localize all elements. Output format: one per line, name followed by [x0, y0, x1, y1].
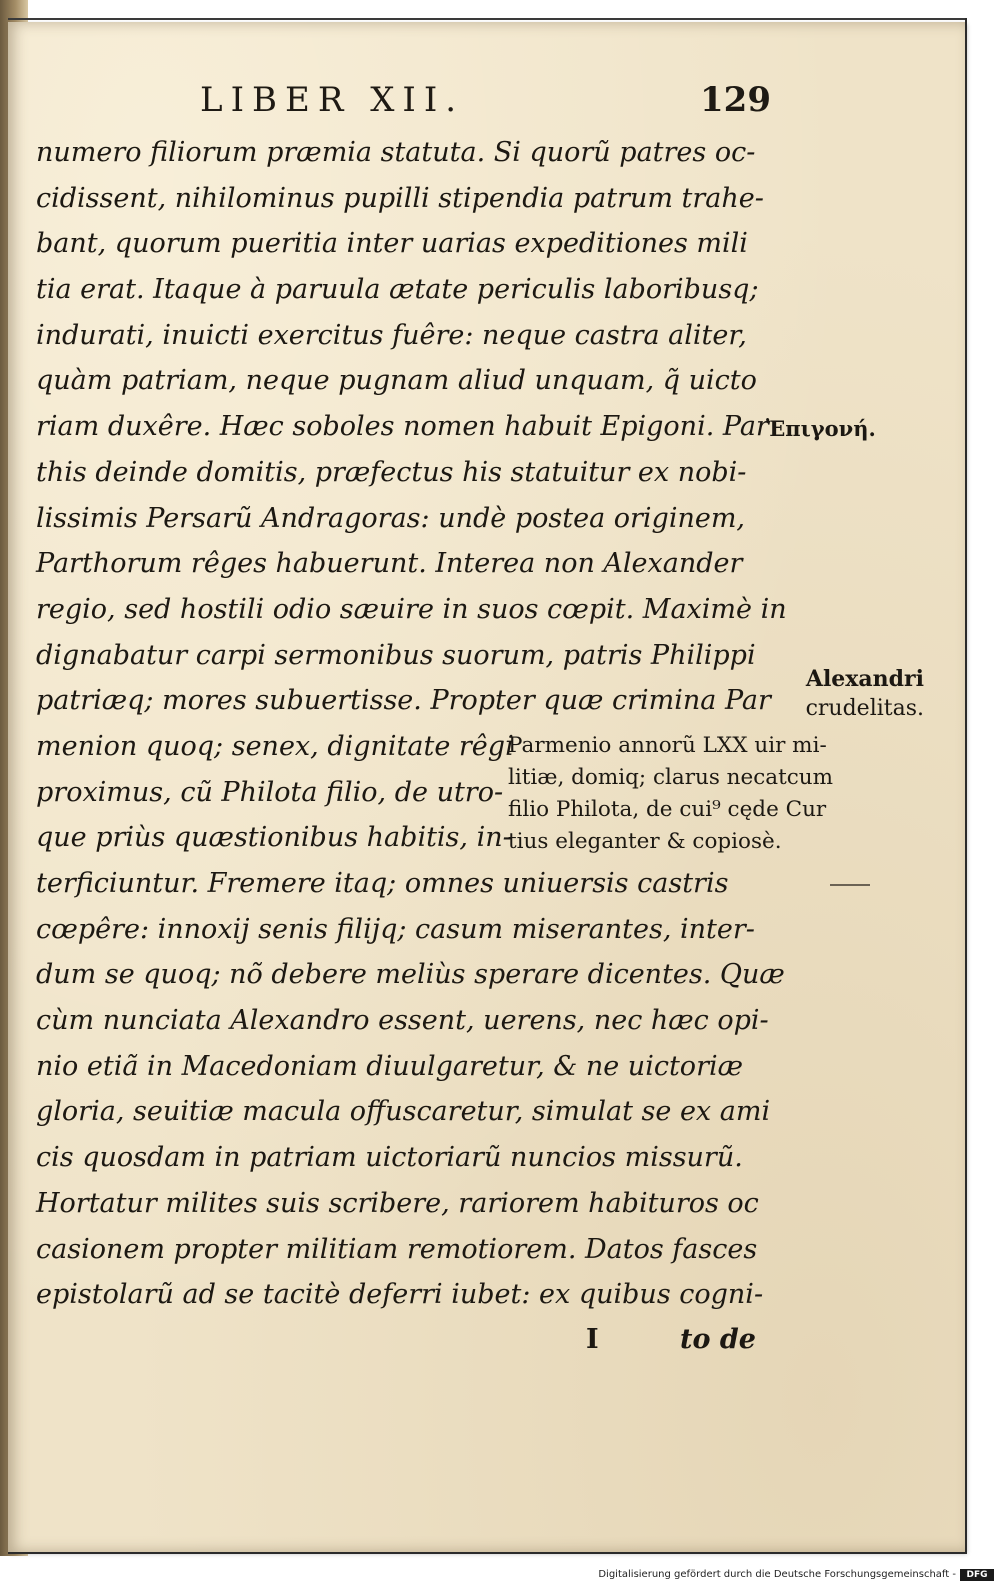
marginal-note-line: filio Philota, de cui⁹ cęde Cur: [508, 797, 827, 822]
catchword: to de: [680, 1324, 756, 1355]
text-line: regio, sed hostili odio sæuire in suos cœpit. Maximè in: [36, 593, 787, 625]
marginal-note-alexander-title: Alexandri: [805, 666, 924, 692]
marginal-note-line: tius eleganter & copiosè.: [508, 829, 782, 854]
marginal-note-parmenio: [508, 730, 928, 858]
running-head: LIBER XII.: [200, 80, 465, 120]
text-line: this deinde domitis, præfectus his statuitur ex nobi-: [36, 456, 747, 488]
page-frame-bottom: [8, 1552, 967, 1554]
text-line: Parthorum rêges habuerunt. Interea non Alexander: [36, 548, 743, 580]
page-frame-top: [8, 18, 967, 20]
text-line: cidissent, nihilominus pupilli stipendia patrum trahe-: [36, 182, 764, 214]
text-line: casionem propter militiam remotiorem. Datos fasces: [36, 1233, 758, 1265]
text-line: dum se quoq; nõ debere meliùs sperare dicentes. Quæ: [36, 959, 785, 991]
text-line: dignabatur carpi sermonibus suorum, patris Philippi: [36, 639, 756, 671]
marginal-note-alexander: [764, 664, 924, 724]
text-line: cœpêre: innoxij senis filijq; casum miserantes, inter-: [36, 913, 755, 945]
page-number: 129: [700, 80, 771, 120]
text-line: que priùs quæstionibus habitis, in-: [36, 822, 512, 854]
marginal-note-line: litiæ, domiq; clarus necatcum: [508, 765, 834, 790]
text-line: quàm patriam, neque pugnam aliud unquam, q̃ uicto: [36, 365, 757, 397]
text-line: menion quoq; senex, dignitate rêgi: [36, 730, 514, 762]
text-line: numero filiorum præmia statuta. Si quorũ patres oc-: [36, 137, 756, 168]
text-line: tia erat. Itaque à paruula ætate periculis laboribusq;: [36, 274, 759, 306]
text-line: lissimis Persarũ Andragoras: undè postea originem,: [36, 502, 746, 534]
text-line: epistolarũ ad se tacitè deferri iubet: ex quibus cogni-: [36, 1279, 764, 1311]
marginal-note-alexander-subtitle: crudelitas.: [805, 696, 924, 721]
signature-mark: I: [586, 1324, 599, 1355]
text-line: indurati, inuicti exercitus fuêre: neque castra aliter,: [36, 319, 747, 351]
text-line: gloria, seuitiæ macula offuscaretur, simulat se ex ami: [36, 1096, 771, 1128]
text-line: terficiuntur. Fremere itaq; omnes uniuersis castris: [36, 868, 729, 899]
main-text-block: [36, 130, 787, 1318]
margin-dash-mark: [830, 884, 870, 886]
digitization-credit: Digitalisierung gefördert durch die Deutsche Forschungsgemeinschaft -: [598, 1569, 956, 1580]
page-frame-right: [965, 18, 967, 1554]
text-line: cis quosdam in patriam uictoriarũ nuncios missurũ.: [36, 1142, 743, 1174]
marginal-note-epigoni: Ἐπιγονή.: [766, 416, 876, 441]
text-line: cùm nunciata Alexandro essent, uerens, nec hæc opi-: [36, 1005, 769, 1037]
text-line: riam duxêre. Hæc soboles nomen habuit Epigoni. Par: [36, 411, 769, 443]
dfg-logo: DFG: [960, 1569, 994, 1581]
text-line: nio etiã in Macedoniam diuulgaretur, & ne uictoriæ: [36, 1050, 743, 1082]
text-line: bant, quorum pueritia inter uarias expeditiones mili: [36, 228, 748, 260]
text-line: patriæq; mores subuertisse. Propter quæ crimina Par: [36, 685, 771, 717]
text-line: proximus, cũ Philota filio, de utro-: [36, 776, 504, 808]
text-line: Hortatur milites suis scribere, rariorem habituros oc: [36, 1187, 759, 1219]
marginal-note-line: Parmenio annorũ LXX uir mi-: [508, 733, 827, 758]
